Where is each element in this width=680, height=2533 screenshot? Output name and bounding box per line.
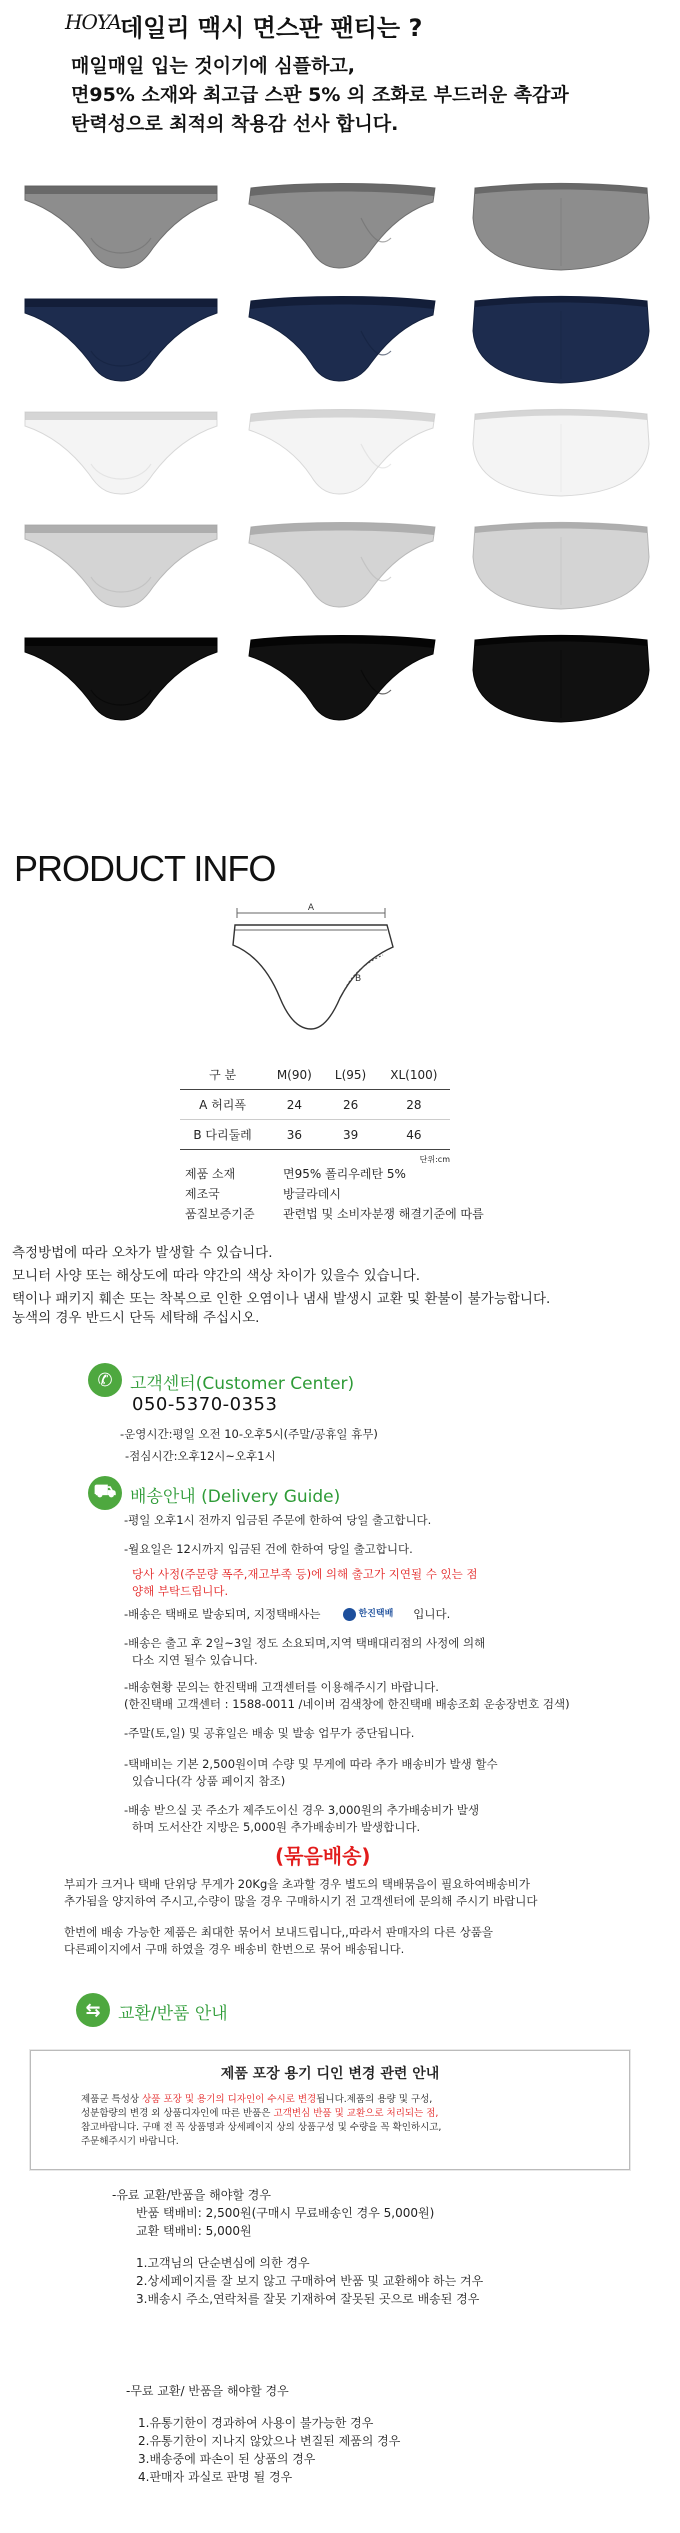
intro-line: 매일매일 입는 것이기에 심플하고, [71,55,356,77]
customer-center-title: 고객센터(Customer Center) [130,1374,355,1394]
hanjin-logo [343,1606,394,1623]
gallery-row [18,630,663,730]
paid-return-item: 1.고객님의 단순변심에 의한 경우 [136,2256,310,2270]
product-image-angle [238,630,443,730]
packaging-notice-title: 제품 포장 용기 디인 변경 관련 안내 [220,2066,440,2082]
bundle-title: (묶음배송) [275,1844,371,1868]
gallery-row [18,404,663,504]
truck-icon: ⛟ [88,1476,122,1510]
intro-text [71,52,569,139]
product-image-back [458,630,663,730]
table-cell: 28 [406,1097,422,1112]
intro-line: 탄력성으로 최적의 착용감 선사 합니다. [71,113,399,135]
size-table [180,1060,450,1150]
delivery-sub: 다소 지연 될수 있습니다. [132,1653,258,1667]
spec-row [185,1204,484,1224]
spec-value: 면95% 폴리우레탄 5% [283,1167,406,1181]
spec-row [185,1184,484,1204]
delivery-carrier-suffix: 입니다. [413,1607,451,1621]
product-image-front [18,291,223,391]
delivery-sub: 하며 도서산간 지방은 5,000원 추가배송비가 발생합니다. [132,1820,421,1834]
table-row [180,1120,450,1150]
table-cell: 26 [342,1097,359,1112]
diagram-label-b: B [355,974,362,984]
customer-lunch: -점심시간:오후12시~오후1시 [125,1449,276,1463]
table-header-cell: M(90) [276,1067,312,1082]
packaging-notice-box [30,2050,630,2170]
product-image-front [18,178,223,278]
product-gallery [18,178,663,743]
size-table-header [180,1060,450,1090]
notice-line: 택이나 패키지 훼손 또는 착복으로 인한 오염이나 냄새 발생시 교환 및 환불이 불가능합니다. [12,1291,551,1307]
bundle-line: 한번에 배송 가능한 제품은 최대한 묶어서 보내드립니다,,따라서 판매자의 다른 상품을 [64,1925,494,1939]
product-image-angle [238,178,443,278]
exchange-icon: ⇆ [76,1993,110,2027]
delivery-title: 배송안내 (Delivery Guide) [130,1487,341,1507]
page-title: 데일리 맥시 면스판 팬티는 ? [120,14,423,42]
customer-hours: -운영시간:평일 오전 10-오후5시(주말/공휴일 휴무) [120,1427,378,1441]
paid-return-fee: 교환 택배비: 5,000원 [136,2224,252,2238]
delivery-item: -평일 오후1시 전까지 입금된 주문에 한하여 당일 출고합니다. [124,1513,432,1527]
notice-line: 측정방법에 따라 오차가 발생할 수 있습니다. [12,1245,273,1261]
free-return-item: 4.판매자 과실로 판명 될 경우 [138,2470,293,2484]
paid-return-fee: 반품 택배비: 2,500원(구매시 무료배송인 경우 5,000원) [136,2206,435,2220]
packaging-line [81,2093,629,2107]
paid-return-title: -유료 교환/반품을 해야할 경우 [112,2188,271,2202]
delivery-red-note: 당사 사정(주문량 폭주,재고부족 등)에 의해 출고가 지연될 수 있는 점 [132,1567,478,1581]
product-image-back [458,404,663,504]
spec-label: 제조국 [185,1187,220,1201]
delivery-red-note: 양해 부탁드립니다. [132,1584,229,1598]
notice-line: 농색의 경우 반드시 단독 세탁해 주십시오. [12,1310,260,1326]
delivery-sub: 있습니다(각 상품 페이지 참조) [132,1774,286,1788]
table-cell: 39 [342,1127,359,1142]
table-header-cell: 구 분 [209,1068,237,1082]
table-cell: A 허리폭 [199,1098,246,1112]
spec-list [185,1164,484,1224]
packaging-text: 됩니다.제품의 용량 및 구성, [316,2094,433,2105]
packaging-notice-text [31,2083,629,2149]
size-table-wrap [180,1060,460,1165]
delivery-item: -주말(토,일) 및 공휴일은 배송 및 발송 업무가 중단됩니다. [124,1726,415,1740]
packaging-line [81,2107,629,2121]
table-cell: 46 [406,1127,422,1142]
delivery-item: -배송현황 문의는 한진택배 고객센터를 이용해주시기 바랍니다. [124,1680,439,1694]
hanjin-logo-text: 한진택배 [358,1609,394,1619]
delivery-list [124,1512,664,1836]
unit-label: 단위:cm [419,1155,450,1164]
free-return-item: 2.유통기한이 지나지 않았으나 변질된 제품의 경우 [138,2434,401,2448]
free-return-section [126,2382,400,2486]
product-info-heading: PRODUCT INFO [14,848,276,889]
customer-phone: 050-5370-0353 [132,1394,278,1415]
free-return-item: 3.배송중에 파손이 된 상품의 경우 [138,2452,316,2466]
product-image-back [458,517,663,617]
packaging-line: 주문해주시기 바랍니다. [81,2136,179,2147]
table-cell: B 다리둘레 [193,1128,252,1142]
spec-value: 방글라데시 [283,1187,341,1201]
notice-list [12,1242,550,1330]
product-image-angle [238,291,443,391]
delivery-carrier-row [124,1606,664,1623]
packaging-line: 참고바랍니다. 구매 전 꼭 상품명과 상세페이지 상의 상품구성 및 수량을 꼭 확인하시고, [81,2122,442,2133]
spec-value: 관련법 및 소비자분쟁 해결기준에 따름 [283,1207,484,1221]
paid-return-section [112,2186,483,2308]
delivery-item: -택배비는 기본 2,500원이며 수량 및 무게에 따라 추가 배송비가 발생 할수 [124,1757,498,1771]
table-cell: 36 [286,1127,302,1142]
size-diagram [225,903,445,1053]
free-return-item: 1.유통기한이 경과하여 사용이 불가능한 경우 [138,2416,374,2430]
product-image-front [18,630,223,730]
bundle-line: 부피가 크거나 택배 단위당 무게가 20Kg을 초과할 경우 별도의 택배묶음이 필요하여배송비가 [64,1877,530,1891]
notice-line: 모니터 사양 또는 해상도에 따라 약간의 색상 차이가 있을수 있습니다. [12,1268,421,1284]
table-cell: 24 [286,1097,302,1112]
spec-label: 제품 소재 [185,1167,236,1181]
packaging-text-red: 고객변심 반품 및 교환으로 처리되는 점, [273,2108,439,2119]
table-header-cell: L(95) [334,1067,367,1082]
packaging-text-red: 상품 포장 및 용기의 디자인이 수시로 변경 [142,2094,317,2105]
diagram-label-a: A [307,903,315,913]
product-image-back [458,291,663,391]
delivery-item: -배송은 택배로 발송되며, 지정택배사는 [124,1607,321,1621]
product-image-front [18,517,223,617]
product-image-back [458,178,663,278]
table-header-cell: XL(100) [390,1067,438,1082]
product-image-angle [238,517,443,617]
delivery-item: -월요일은 12시까지 입금된 건에 한하여 당일 출고합니다. [124,1542,413,1556]
packaging-text: 제품군 특성상 [81,2094,143,2105]
product-image-angle [238,404,443,504]
bundle-line: 추가됨을 양지하여 주시고,수량이 많을 경우 구매하시기 전 고객센터에 문의해 주시기 바랍니다 [64,1894,538,1908]
paid-return-item: 2.상세페이지를 잘 보지 않고 구매하여 반품 및 교환해야 하는 겨우 [136,2274,484,2288]
bundle-text [64,1876,664,1958]
returns-title: 교환/반품 안내 [118,2004,228,2024]
brand-logo: HOYA [65,10,121,34]
delivery-item: -배송은 출고 후 2일~3일 정도 소요되며,지역 택배대리점의 사정에 의해 [124,1636,486,1650]
paid-return-item: 3.배송시 주소,연락처를 잘못 기재하여 잘못된 곳으로 배송된 경우 [136,2292,480,2306]
hanjin-logo-icon [343,1608,356,1621]
spec-label: 품질보증기준 [185,1207,255,1221]
table-row [180,1090,450,1120]
free-return-title: -무료 교환/ 반품을 해야할 경우 [126,2384,289,2398]
delivery-item: -배송 받으실 곳 주소가 제주도이신 경우 3,000원의 추가배송비가 발생 [124,1803,480,1817]
gallery-row [18,291,663,391]
gallery-row [18,178,663,278]
spec-row [185,1164,484,1184]
phone-icon: ✆ [88,1363,122,1397]
packaging-text: 성분함량의 변경 외 상품디자인에 따른 반품은 [81,2108,274,2119]
product-image-front [18,404,223,504]
delivery-sub: (한진택배 고객센터 : 1588-0011 /네이버 검색창에 한진택배 배송조회 운송장번호 검색) [124,1697,570,1711]
intro-line: 면95% 소재와 최고급 스판 5% 의 조화로 부드러운 촉감과 [71,84,569,106]
bundle-line: 다른페이지에서 구매 하였을 경우 배송비 한번으로 묶어 배송됩니다. [64,1942,405,1956]
gallery-row [18,517,663,617]
